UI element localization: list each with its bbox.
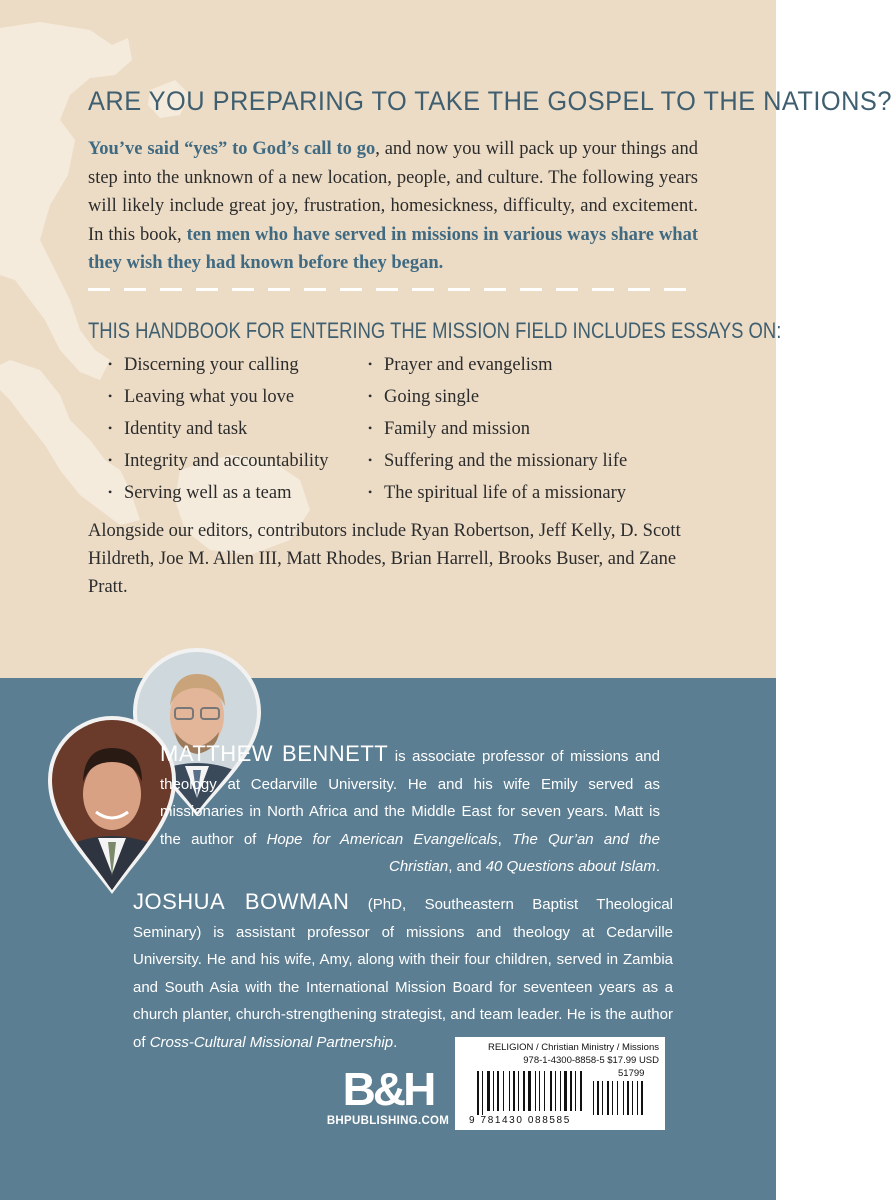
essay-item: • Suffering and the missionary life bbox=[368, 444, 627, 476]
bullet-icon: • bbox=[108, 357, 113, 371]
headline: ARE YOU PREPARING TO TAKE THE GOSPEL TO THE NATIONS? bbox=[88, 86, 892, 116]
bullet-icon: • bbox=[108, 485, 113, 499]
intro-highlight-calling: You’ve said “yes” to God’s call to go bbox=[88, 139, 376, 159]
author-photo-bowman bbox=[48, 716, 176, 894]
author-name-bennett: MATTHEW BENNETT bbox=[160, 741, 389, 766]
bullet-icon: • bbox=[108, 389, 113, 403]
isbn-barcode bbox=[455, 1037, 665, 1130]
book-title: Cross-Cultural Missional Partnership bbox=[149, 1033, 394, 1051]
book-title: Hope for American Evangelicals bbox=[266, 830, 498, 848]
bisac-category: RELIGION / Christian Ministry / Missions bbox=[487, 1042, 659, 1053]
essays-heading: THIS HANDBOOK FOR ENTERING THE MISSION FIELD INCLUDES ESSAYS ON: bbox=[88, 318, 782, 343]
intro-text: , and now you will pack up your things and step into the unknown of a new location, people, and culture. The following years will likely include great joy, frustration, homesickness, difficulty, and excitement. In this book, bbox=[88, 139, 698, 245]
price-code: 51799 bbox=[618, 1068, 645, 1079]
essay-item: • Serving well as a team bbox=[108, 476, 328, 508]
bullet-icon: • bbox=[368, 453, 373, 467]
essay-item: • Discerning your calling bbox=[108, 348, 328, 380]
contributors-paragraph: Alongside our editors, contributors include Ryan Robertson, Jeff Kelly, D. Scott Hildreth, Joe M. Allen III, Matt Rhodes, Brian Harrell, Brooks Buser, and Zane Pratt. bbox=[88, 521, 681, 597]
essay-item: • The spiritual life of a missionary bbox=[368, 476, 627, 508]
bullet-icon: • bbox=[108, 453, 113, 467]
bullet-icon: • bbox=[368, 357, 373, 371]
intro-paragraph bbox=[88, 135, 698, 278]
essay-item: • Family and mission bbox=[368, 412, 627, 444]
bullet-icon: • bbox=[368, 421, 373, 435]
bullet-icon: • bbox=[108, 421, 113, 435]
book-title: The Qur’an and the Christian bbox=[389, 830, 660, 875]
bio-bennett: MATTHEW BENNETT is associate professor of missions and theology at Cedarville University. He and his wife Emily served as missionaries in North Africa and the Middle East for seven years. Matt is the author of Hope for American Evangelicals, The Qur’an and the Christian, and 40 Questions about Islam. bbox=[160, 741, 660, 875]
author-name-bowman: JOSHUA BOWMAN bbox=[133, 889, 350, 914]
essay-item: • Leaving what you love bbox=[108, 380, 328, 412]
bh-logo-mark: B&H bbox=[342, 1063, 434, 1115]
publisher-url: BHPUBLISHING.COM bbox=[326, 1115, 450, 1127]
book-title: 40 Questions about Islam bbox=[485, 858, 656, 875]
essay-list-left bbox=[108, 348, 328, 508]
essay-item: • Integrity and accountability bbox=[108, 444, 328, 476]
isbn-price: 978-1-4300-8858-5 $17.99 USD bbox=[523, 1055, 659, 1066]
intro-highlight-contributors: ten men who have served in missions in various ways share what they wish they had known before they began. bbox=[88, 224, 699, 274]
bullet-icon: • bbox=[368, 389, 373, 403]
essay-item: • Going single bbox=[368, 380, 627, 412]
bullet-icon: • bbox=[368, 485, 373, 499]
bio-bowman: JOSHUA BOWMAN (PhD, Southeastern Baptist Theological Seminary) is assistant professor of missions and theology at Cedarville University. He and his wife, Amy, along with their four children, served in Zambia and South Asia with the International Mission Board for seventeen years as a church planter, church-strengthening strategist, and team leader. He is the author of Cross-Cultural Missional Partnership. bbox=[133, 889, 674, 1051]
barcode-digits: 9 781430 088585 bbox=[469, 1115, 571, 1126]
essay-item: • Prayer and evangelism bbox=[368, 348, 627, 380]
essay-item: • Identity and task bbox=[108, 412, 328, 444]
publisher-logo bbox=[318, 1065, 458, 1127]
dashed-divider bbox=[88, 288, 698, 291]
essay-list-right bbox=[368, 348, 627, 508]
